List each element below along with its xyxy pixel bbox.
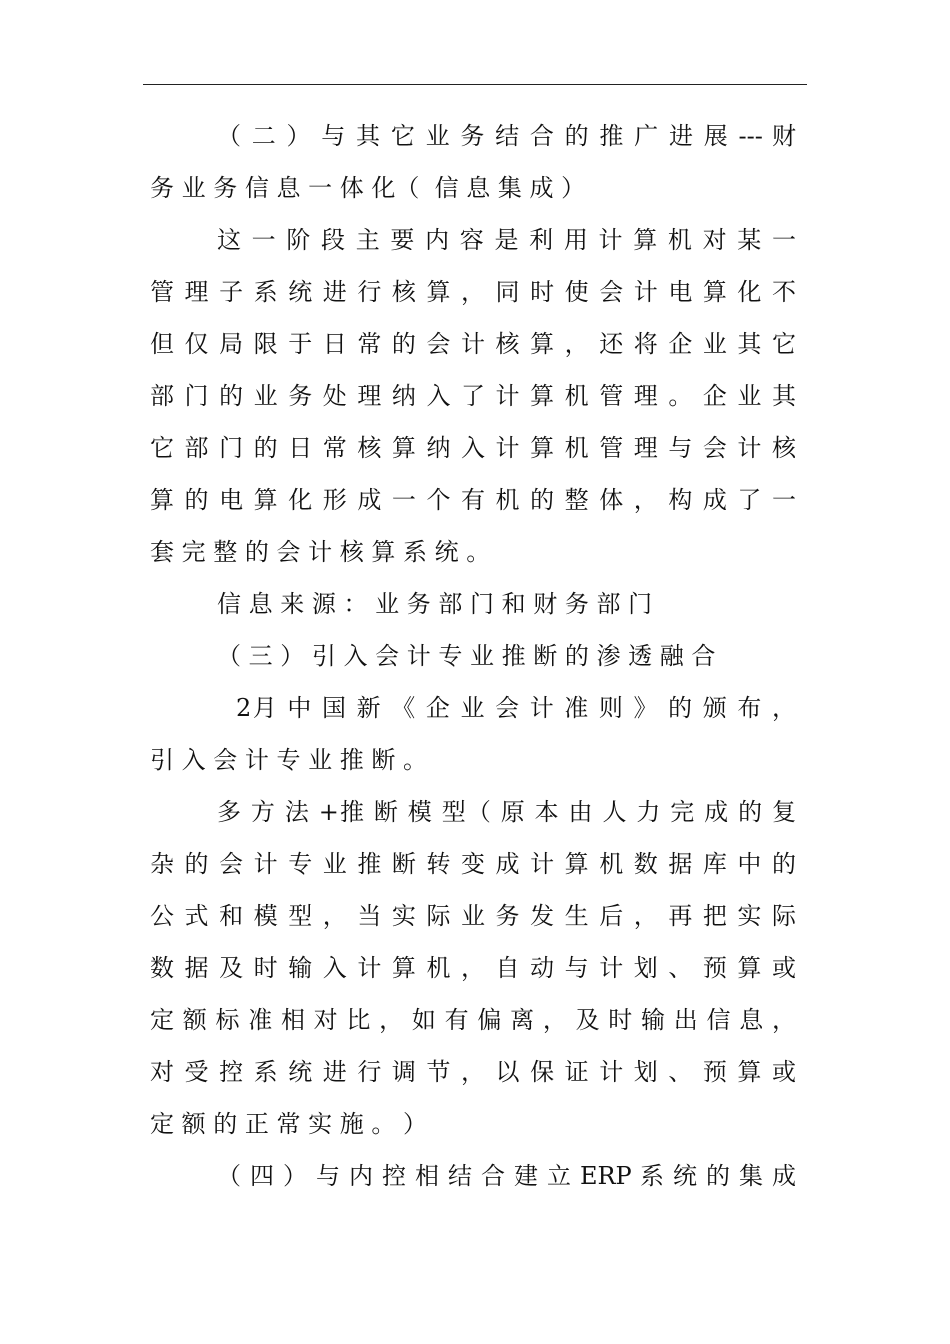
text-line: 务 业 务 信 息 一 体 化（ 信 息 集 成 ）	[150, 174, 586, 202]
body-text	[150, 110, 796, 1202]
text-line: 这 一 阶 段 主 要 内 容 是 利 用 计 算 机 对 某 一	[217, 226, 796, 254]
text-line: 定 额 标 准 相 对 比 ， 如 有 偏 离 ， 及 时 输 出 信 息 ，	[150, 1006, 796, 1034]
text-line: 数 据 及 时 输 入 计 算 机 ， 自 动 与 计 划 、 预 算 或	[150, 954, 796, 982]
text-line: 引 入 会 计 专 业 推 断 。	[150, 746, 428, 774]
text-line: 算 的 电 算 化 形 成 一 个 有 机 的 整 体 ， 构 成 了 一	[150, 486, 796, 514]
text-line: 定 额 的 正 常 实 施 。 ）	[150, 1110, 428, 1138]
text-line: 它 部 门 的 日 常 核 算 纳 入 计 算 机 管 理 与 会 计 核	[150, 434, 796, 462]
text-line: 公 式 和 模 型 ， 当 实 际 业 务 发 生 后 ， 再 把 实 际	[150, 902, 796, 930]
text-line: 2月 中 国 新 《 企 业 会 计 准 则 》 的 颁 布 ，	[236, 694, 796, 722]
text-line: 但 仅 局 限 于 日 常 的 会 计 核 算 ， 还 将 企 业 其 它	[150, 330, 796, 358]
text-line: 信 息 来 源 ： 业 务 部 门 和 财 务 部 门	[217, 590, 653, 618]
text-line: 多 方 法 +推 断 模 型（ 原 本 由 人 力 完 成 的 复	[217, 798, 796, 826]
text-line: 管 理 子 系 统 进 行 核 算 ， 同 时 使 会 计 电 算 化 不	[150, 278, 796, 306]
text-line: 部 门 的 业 务 处 理 纳 入 了 计 算 机 管 理 。 企 业 其	[150, 382, 796, 410]
text-line: 套 完 整 的 会 计 核 算 系 统 。	[150, 538, 491, 566]
text-line: 对 受 控 系 统 进 行 调 节 ， 以 保 证 计 划 、 预 算 或	[150, 1058, 796, 1086]
text-line: （ 三 ） 引 入 会 计 专 业 推 断 的 渗 透 融 合	[217, 642, 716, 670]
text-line: 杂 的 会 计 专 业 推 断 转 变 成 计 算 机 数 据 库 中 的	[150, 850, 796, 878]
text-line: （ 二 ） 与 其 它 业 务 结 合 的 推 广 进 展 --- 财	[217, 122, 796, 150]
header-rule	[143, 84, 807, 85]
text-line: （ 四 ） 与 内 控 相 结 合 建 立 ERP 系 统 的 集 成	[217, 1162, 796, 1190]
